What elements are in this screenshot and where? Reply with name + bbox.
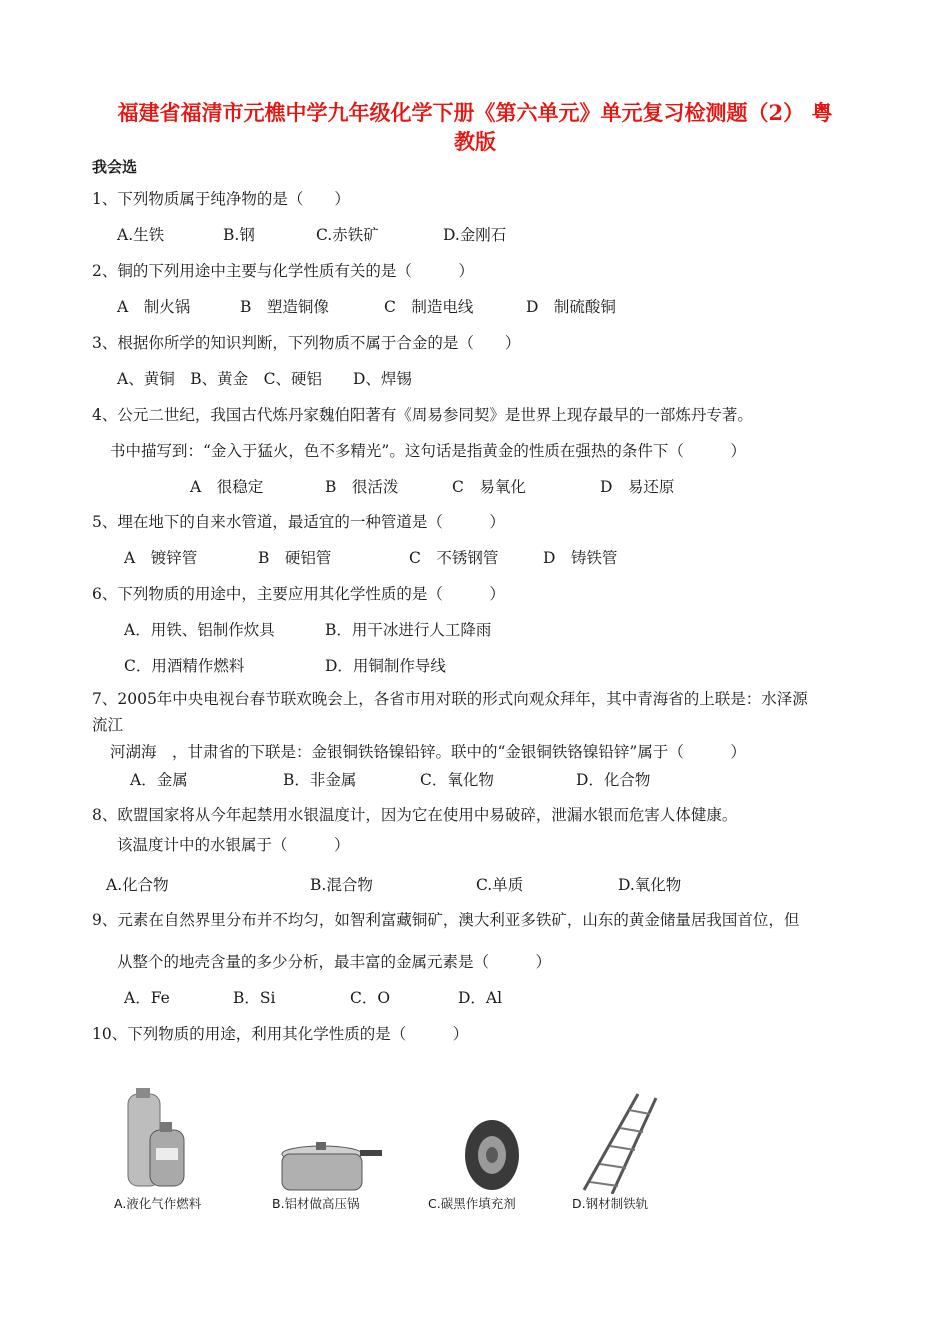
option: A.化合物	[106, 876, 169, 894]
question-4-stem: 4、公元二世纪，我国古代炼丹家魏伯阳著有《周易参同契》是世界上现存最早的一部炼丹专著。	[92, 406, 753, 424]
question-2-stem: 2、铜的下列用途中主要与化学性质有关的是（ ）	[92, 262, 474, 280]
option: C.赤铁矿	[316, 226, 379, 244]
option: C 易氧化	[452, 478, 526, 496]
option: D 易还原	[600, 478, 675, 496]
pressure-cooker-image	[274, 1140, 384, 1200]
option: C 不锈钢管	[409, 549, 499, 567]
option: B.钢	[223, 226, 255, 244]
question-9-stem-cont: 从整个的地壳含量的多少分析，最丰富的金属元素是（ ）	[117, 953, 552, 971]
option: A．Fe	[124, 989, 170, 1007]
option: D．Al	[458, 989, 503, 1007]
figure-caption: D.钢材制铁轨	[572, 1196, 649, 1211]
question-4-stem-cont: 书中描写到：“金入于猛火，色不多精光”。这句话是指黄金的性质在强热的条件下（ ）	[110, 442, 746, 460]
question-7-stem: 7、2005年中央电视台春节联欢晚会上，各省市用对联的形式向观众拜年，其中青海省的上联是：水泽源	[92, 690, 808, 708]
option: B 很活泼	[325, 478, 399, 496]
option: D.金刚石	[443, 226, 507, 244]
section-heading: 我会选	[92, 158, 138, 176]
option: D．用铜制作导线	[325, 657, 446, 675]
option: D.氧化物	[618, 876, 682, 894]
question-7-stem-cont: 流江	[92, 716, 124, 734]
gas-cylinder-image	[120, 1088, 190, 1196]
question-1-stem: 1、下列物质属于纯净物的是（ ）	[92, 190, 350, 208]
option: B．用干冰进行人工降雨	[325, 621, 492, 639]
question-3-options: A、黄铜 B、黄金 C、硬铝 D、焊锡	[117, 370, 412, 388]
question-5-stem: 5、埋在地下的自来水管道，最适宜的一种管道是（ ）	[92, 513, 505, 531]
question-9-stem: 9、元素在自然界里分布并不均匀，如智利富藏铜矿，澳大利亚多铁矿，山东的黄金储量居我国首位，但	[92, 911, 800, 929]
figure-caption: C.碳黑作填充剂	[428, 1196, 516, 1211]
option: A.生铁	[117, 226, 165, 244]
option: B．非金属	[283, 771, 357, 789]
question-10-stem: 10、下列物质的用途，利用其化学性质的是（ ）	[92, 1025, 469, 1043]
option: B．Si	[233, 989, 276, 1007]
option: B 塑造铜像	[240, 298, 329, 316]
question-8-stem-cont: 该温度计中的水银属于（ ）	[117, 836, 350, 854]
option: A．金属	[130, 771, 188, 789]
option: D 铸铁管	[543, 549, 618, 567]
option: C．O	[350, 989, 391, 1007]
option: C．用酒精作燃料	[124, 657, 245, 675]
figure-caption: B.铝材做高压锅	[272, 1196, 360, 1211]
option: B.混合物	[310, 876, 373, 894]
option: D．化合物	[576, 771, 651, 789]
option: C．氧化物	[420, 771, 494, 789]
document-title	[60, 98, 890, 156]
tire-image	[462, 1118, 522, 1196]
option: D 制硫酸铜	[526, 298, 616, 316]
option: C.单质	[476, 876, 524, 894]
question-6-stem: 6、下列物质的用途中，主要应用其化学性质的是（ ）	[92, 585, 505, 603]
title-line-2: 教版	[454, 129, 496, 154]
option: C 制造电线	[384, 298, 474, 316]
option: A 镀锌管	[124, 549, 198, 567]
option: B 硬铝管	[258, 549, 332, 567]
option: A 制火锅	[117, 298, 191, 316]
question-7-stem-cont-2: 河湖海 ，甘肃省的下联是：金银铜铁铬镍铅锌。联中的“金银铜铁铬镍铅锌”属于（ ）	[110, 743, 746, 761]
option: A．用铁、铝制作炊具	[124, 621, 275, 639]
figure-caption: A.液化气作燃料	[114, 1196, 202, 1211]
option: A 很稳定	[190, 478, 264, 496]
question-10-figure	[92, 1082, 692, 1218]
railway-track-image	[578, 1090, 658, 1198]
title-line-1: 福建省福清市元樵中学九年级化学下册《第六单元》单元复习检测题（2） 粤	[117, 100, 833, 125]
question-8-stem: 8、欧盟国家将从今年起禁用水银温度计，因为它在使用中易破碎，泄漏水银而危害人体健康。	[92, 806, 738, 824]
question-3-stem: 3、根据你所学的知识判断，下列物质不属于合金的是（ ）	[92, 334, 521, 352]
